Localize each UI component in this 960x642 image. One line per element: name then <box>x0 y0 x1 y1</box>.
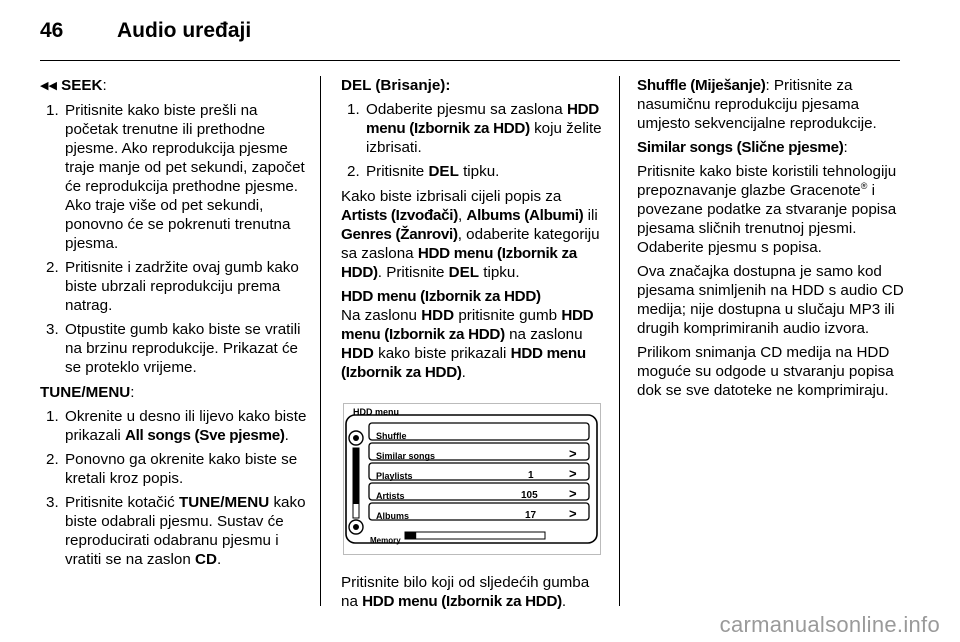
screen-row-count: 105 <box>521 490 538 501</box>
list-item: 3. Otpustite gumb kako biste se vratili na brzinu reprodukcije. Prikazat će se proteklo vrijeme. <box>46 321 301 376</box>
chevron-right-icon[interactable]: > <box>569 486 577 501</box>
watermark: carmanualsonline.info <box>719 612 940 637</box>
screen-row-label[interactable]: Playlists <box>376 471 413 481</box>
column-divider <box>619 76 620 606</box>
list-item: 2. Pritisnite DEL tipku. <box>347 163 500 180</box>
delete-all-paragraph: Kako biste izbrisali cijeli popis za Artists (Izvođači), Albums (Albumi) ili Genres (Žanrovi), odaberite kategoriju sa zaslona HDD menu (Izbornik za HDD). Pritisnite DEL tipku. <box>341 188 600 281</box>
column-divider <box>320 76 321 606</box>
list-item: 1. Okrenite u desno ili lijevo kako biste prikazali All songs (Sve pjesme). <box>46 408 307 444</box>
list-item: 1. Odaberite pjesmu sa zaslona HDD menu (Izbornik za HDD) koju želite izbrisati. <box>347 101 602 156</box>
tune-heading: TUNE/MENU: <box>40 384 135 401</box>
screen-title: HDD menu <box>353 407 400 417</box>
list-item: 2. Ponovno ga okrenite kako biste se kretali kroz popis. <box>46 451 298 487</box>
shuffle-paragraph: Shuffle (Miješanje): Pritisnite za nasumičnu reprodukciju pjesama umjesto sekvencijalne reprodukcije. <box>637 77 877 132</box>
recording-paragraph: Prilikom snimanja CD medija na HDD moguće su odgode u stvaranju popisa dok se sve datoteke ne komprimiraju. <box>637 344 894 399</box>
memory-label: Memory <box>370 536 401 545</box>
seek-heading: ◀◀ SEEK: <box>40 77 107 94</box>
header-rule <box>40 60 900 61</box>
hdd-availability-paragraph: Ova značajka dostupna je samo kod pjesama snimljenih na HDD s audio CD medija; nije dostupna u slučaju MP3 ili drugih komprimiranih audio izvora. <box>637 263 904 337</box>
screen-row-count: 1 <box>528 470 534 481</box>
chevron-right-icon[interactable]: > <box>569 466 577 481</box>
seek-label: SEEK <box>61 77 103 94</box>
del-heading: DEL (Brisanje): <box>341 77 451 94</box>
screen-row-label[interactable]: Shuffle <box>376 431 407 441</box>
seek-list <box>40 101 310 377</box>
del-list <box>341 100 603 181</box>
screen-row-label[interactable]: Artists <box>376 491 405 501</box>
column-2 <box>341 76 603 616</box>
hdd-menu-heading: HDD menu (Izbornik za HDD) <box>341 288 541 305</box>
column-3 <box>637 76 905 405</box>
page-number: 46 <box>40 19 64 42</box>
column-1 <box>40 76 310 575</box>
list-item: 2. Pritisnite i zadržite ovaj gumb kako biste ubrzali reprodukciju prema natrag. <box>46 259 299 314</box>
list-item: 3. Pritisnite kotačić TUNE/MENU kako biste odabrali pjesmu. Sustav će reproducirati odabranu pjesmu i vratiti se na zaslon CD. <box>46 494 306 568</box>
similar-paragraph: Pritisnite kako biste koristili tehnologiju prepoznavanje glazbe Gracenote® i povezane podatke za stvaranje popisa pjesama sličnih trenutnoj pjesmi. Odaberite pjesmu s popisa. <box>637 163 897 256</box>
list-item: 1. Pritisnite kako biste prešli na početak trenutne ili prethodne pjesme. Ako reprodukcija pjesme traje manje od pet sekundi, započet će reprodukcija prethodne pjesme. Ako traje više od pet sekundi, ponovno će se pokrenuti trenutna pjesma. <box>46 102 305 252</box>
page-title: Audio uređaji <box>117 19 252 42</box>
buttons-paragraph: Pritisnite bilo koji od sljedećih gumba na HDD menu (Izbornik za HDD). <box>341 574 590 610</box>
screen-row-label[interactable]: Albums <box>376 511 410 521</box>
seek-back-icon: ◀◀ <box>40 80 57 92</box>
similar-heading: Similar songs (Slične pjesme): <box>637 139 848 156</box>
chevron-right-icon[interactable]: > <box>569 506 577 521</box>
tune-list <box>40 407 310 569</box>
hdd-menu-paragraph: HDD menu (Izbornik za HDD) Na zaslonu HDD pritisnite gumb HDD menu (Izbornik za HDD) na zaslonu HDD kako biste prikazali HDD menu (Izbornik za HDD). <box>341 288 594 381</box>
screen-row-label[interactable]: Similar songs <box>376 451 436 461</box>
chevron-right-icon[interactable]: > <box>569 446 577 461</box>
screen-row-count: 17 <box>525 510 537 521</box>
hdd-menu-screenshot <box>343 403 601 555</box>
